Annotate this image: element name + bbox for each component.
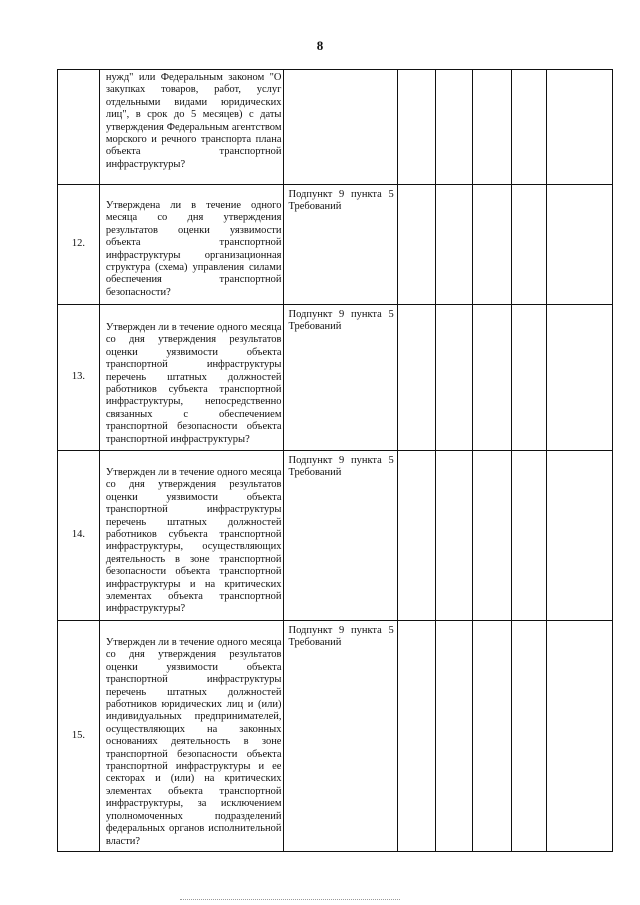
notes-cell [546,305,612,451]
question-cell [99,185,284,305]
answer-na-cell [473,451,512,621]
basis-text: Подпункт 9 пункта 5 Требований [288,309,394,333]
table-row [58,305,613,451]
basis-text: Подпункт 9 пункта 5 Требований [288,625,394,649]
answer-extra-cell [511,305,546,451]
row-number [58,70,100,185]
answer-extra-cell [511,621,546,852]
answer-no-cell [436,70,473,185]
table-row [58,621,613,852]
basis-cell [284,70,397,185]
answer-yes-cell [397,70,436,185]
answer-yes-cell [397,185,436,305]
basis-cell [284,185,397,305]
question-text: Утвержден ли в течение одного месяца со дня утверждения результатов оценки уязвимости объекта транспортной инфраструктуры перечень штатных должностей работников субъекта транспортной инфраструктуры, осуществляющих деятельность в зоне транспортной безопасности объекта транспортной инфраструктуры и на критических элементах объекта транспортной инфраструктуры? [105,467,282,615]
answer-yes-cell [397,451,436,621]
notes-cell [546,185,612,305]
question-cell [99,621,284,852]
basis-cell [284,451,397,621]
answer-yes-cell [397,621,436,852]
basis-cell [284,621,397,852]
row-number: 12. [58,185,100,305]
question-text: Утверждена ли в течение одного месяца со дня утверждения результатов оценки уязвимости объекта транспортной инфраструктуры организационная структура (схема) управления силами обеспечения транспортной безопасности? [105,200,282,298]
answer-no-cell [436,185,473,305]
answer-no-cell [436,305,473,451]
answer-extra-cell [511,185,546,305]
basis-text: Подпункт 9 пункта 5 Требований [288,189,394,213]
answer-no-cell [436,621,473,852]
basis-text: Подпункт 9 пункта 5 Требований [288,455,394,479]
notes-cell [546,70,612,185]
scan-artifact-line [180,893,400,900]
page-number: 8 [316,38,324,53]
row-number: 15. [58,621,100,852]
basis-cell [284,305,397,451]
notes-cell [546,451,612,621]
answer-yes-cell [397,305,436,451]
table-row [58,451,613,621]
question-cell [99,70,284,185]
question-text: Утвержден ли в течение одного месяца со дня утверждения результатов оценки уязвимости объекта транспортной инфраструктуры перечень штатных должностей работников субъекта транспортной инфраструктуры, непосредственно связанных с обеспечением транспортной безопасности объекта транспортной инфраструктуры? [105,322,282,445]
answer-na-cell [473,621,512,852]
table-row [58,185,613,305]
table-row [58,70,613,185]
question-text: Утвержден ли в течение одного месяца со дня утверждения результатов оценки уязвимости объекта транспортной инфраструктуры перечень штатных должностей работников юридических лиц и (или) индивидуальных предпринимателей, осуществляющих на законных основаниях деятельность в зоне транспортной безопасности объекта транспортной инфраструктуры и ее секторах и (или) на критических элементах объекта транспортной инфраструктуры, за исключением уполномоченных подразделений федеральных органов исполнительной власти? [105,637,282,847]
answer-extra-cell [511,70,546,185]
question-text: нужд" или Федеральным законом "О закупках товаров, работ, услуг отдельными видами юридических лиц", в срок до 5 месяцев) с даты утверждения Федеральным агентством морского и речного транспорта плана объекта транспортной инфраструктуры? [105,72,282,170]
answer-na-cell [473,70,512,185]
answer-extra-cell [511,451,546,621]
checklist-table [57,69,613,852]
answer-no-cell [436,451,473,621]
answer-na-cell [473,185,512,305]
notes-cell [546,621,612,852]
row-number: 14. [58,451,100,621]
question-cell [99,305,284,451]
row-number: 13. [58,305,100,451]
answer-na-cell [473,305,512,451]
basis-text [284,70,396,74]
question-cell [99,451,284,621]
